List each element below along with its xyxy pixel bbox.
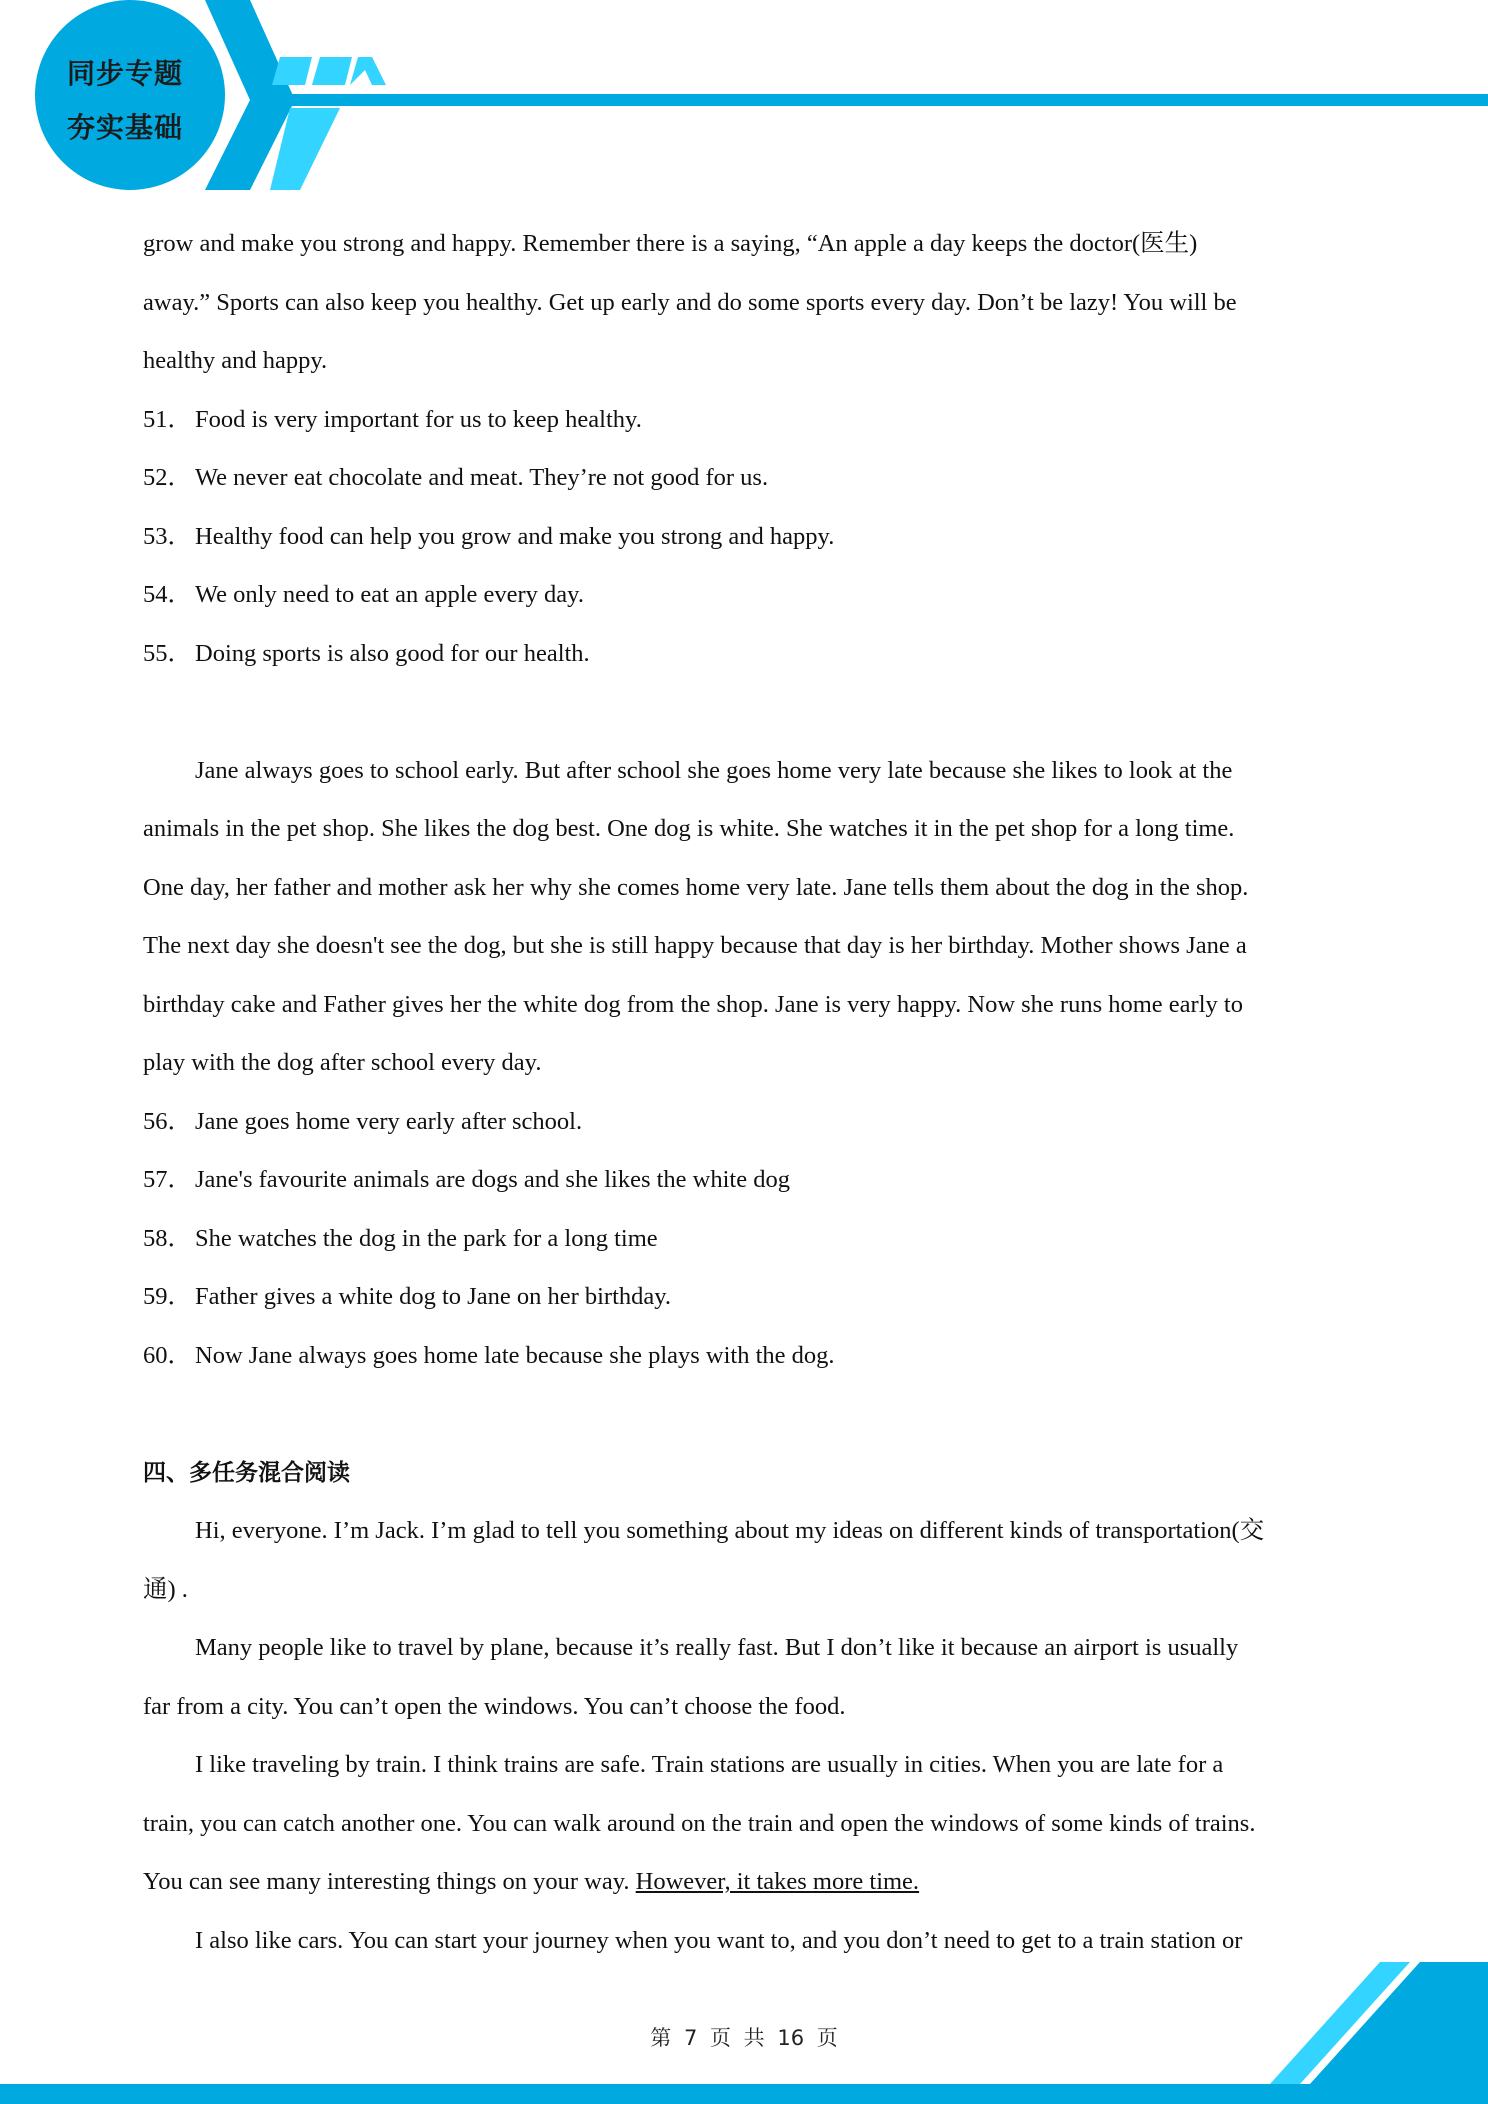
header-dash-3 bbox=[350, 57, 386, 85]
paragraph-line: healthy and happy. bbox=[143, 347, 328, 374]
badge-title-line2: 夯实基础 bbox=[66, 111, 183, 144]
question-text: Healthy food can help you grow and make you strong and happy. bbox=[195, 522, 835, 550]
footer-bar bbox=[0, 2084, 1488, 2104]
header-stripe bbox=[270, 94, 1488, 106]
paragraph-line: birthday cake and Father gives her the white dog from the shop. Jane is very happy. Now she runs home early to bbox=[143, 990, 1243, 1018]
question-number: 57． bbox=[143, 1166, 192, 1193]
question-item bbox=[143, 1275, 1348, 1334]
header-dash-1 bbox=[272, 57, 312, 85]
paragraph-line: away.” Sports can also keep you healthy. Get up early and do some sports every day. Don’t be lazy! You will be bbox=[143, 288, 1237, 316]
question-number: 53． bbox=[143, 522, 192, 550]
paragraph-line: The next day she doesn't see the dog, but she is still happy because that day is her birthday. Mother shows Jane a bbox=[143, 932, 1247, 959]
question-number: 60． bbox=[143, 1341, 192, 1369]
paragraph-first-line: Hi, everyone. I’m Jack. I’m glad to tell you something about my ideas on different kinds of transportation(交 bbox=[195, 1517, 1265, 1544]
question-item bbox=[143, 1158, 1348, 1217]
question-text: Father gives a white dog to Jane on her birthday. bbox=[195, 1283, 672, 1310]
question-text: Jane goes home very early after school. bbox=[195, 1107, 583, 1135]
paragraph-line: One day, her father and mother ask her why she comes home very late. Jane tells them about the dog in the shop. bbox=[143, 873, 1249, 901]
question-number: 56． bbox=[143, 1107, 192, 1135]
question-number: 54． bbox=[143, 581, 192, 608]
paragraph-line: play with the dog after school every day. bbox=[143, 1049, 542, 1076]
question-number: 51． bbox=[143, 405, 192, 433]
question-number: 55． bbox=[143, 639, 192, 667]
paragraph-line: grow and make you strong and happy. Remember there is a saying, “An apple a day keeps the doctor(医生) bbox=[143, 230, 1198, 257]
question-item bbox=[143, 1217, 1348, 1276]
blank-line bbox=[143, 1392, 1348, 1451]
section-heading: 四、多任务混合阅读 bbox=[143, 1459, 350, 1486]
question-item bbox=[143, 398, 1348, 457]
paragraph-first-line: Jane always goes to school early. But after school she goes home very late because she likes to look at the bbox=[195, 756, 1233, 784]
question-number: 58． bbox=[143, 1224, 192, 1252]
question-text: Jane's favourite animals are dogs and she likes the white dog bbox=[195, 1166, 790, 1193]
question-item bbox=[143, 1100, 1348, 1159]
question-text: Food is very important for us to keep healthy. bbox=[195, 405, 642, 433]
question-text: Doing sports is also good for our health. bbox=[195, 639, 590, 667]
paragraph-line: animals in the pet shop. She likes the dog best. One dog is white. She watches it in the pet shop for a long time. bbox=[143, 815, 1235, 842]
question-item bbox=[143, 1334, 1348, 1393]
question-text: She watches the dog in the park for a long time bbox=[195, 1224, 658, 1252]
header-badge-circle bbox=[35, 0, 225, 190]
question-item bbox=[143, 573, 1348, 632]
paragraph-line: train, you can catch another one. You can walk around on the train and open the windows of some kinds of trains. bbox=[143, 1809, 1256, 1837]
line-text: You can see many interesting things on your way. bbox=[143, 1868, 636, 1895]
page-number: 第 7 页 共 16 页 bbox=[650, 2026, 838, 2050]
question-text: We only need to eat an apple every day. bbox=[195, 581, 584, 608]
question-text: We never eat chocolate and meat. They’re not good for us. bbox=[195, 464, 769, 491]
question-item bbox=[143, 456, 1348, 515]
question-item bbox=[143, 515, 1348, 574]
badge-title-line1: 同步专题 bbox=[66, 57, 183, 90]
blank-line bbox=[143, 690, 1348, 749]
question-item bbox=[143, 632, 1348, 691]
question-text: Now Jane always goes home late because she plays with the dog. bbox=[195, 1341, 835, 1369]
paragraph-first-line: Many people like to travel by plane, because it’s really fast. But I don’t like it because an airport is usually bbox=[195, 1634, 1239, 1661]
question-number: 59． bbox=[143, 1283, 192, 1310]
paragraph-first-line: I like traveling by train. I think trains are safe. Train stations are usually in cities. When you are late for a bbox=[195, 1751, 1224, 1778]
header-banner bbox=[0, 0, 1488, 200]
question-number: 52． bbox=[143, 464, 192, 491]
header-dash-2 bbox=[312, 57, 352, 85]
paragraph-line: far from a city. You can’t open the windows. You can’t choose the food. bbox=[143, 1692, 846, 1720]
paragraph-line: 通) . bbox=[143, 1575, 188, 1603]
underlined-sentence: However, it takes more time. bbox=[635, 1868, 920, 1895]
document-body bbox=[143, 222, 1348, 1977]
paragraph-first-line: I also like cars. You can start your journey when you want to, and you don’t need to get to a train station or bbox=[195, 1926, 1243, 1954]
paragraph-line bbox=[143, 1860, 1348, 1919]
